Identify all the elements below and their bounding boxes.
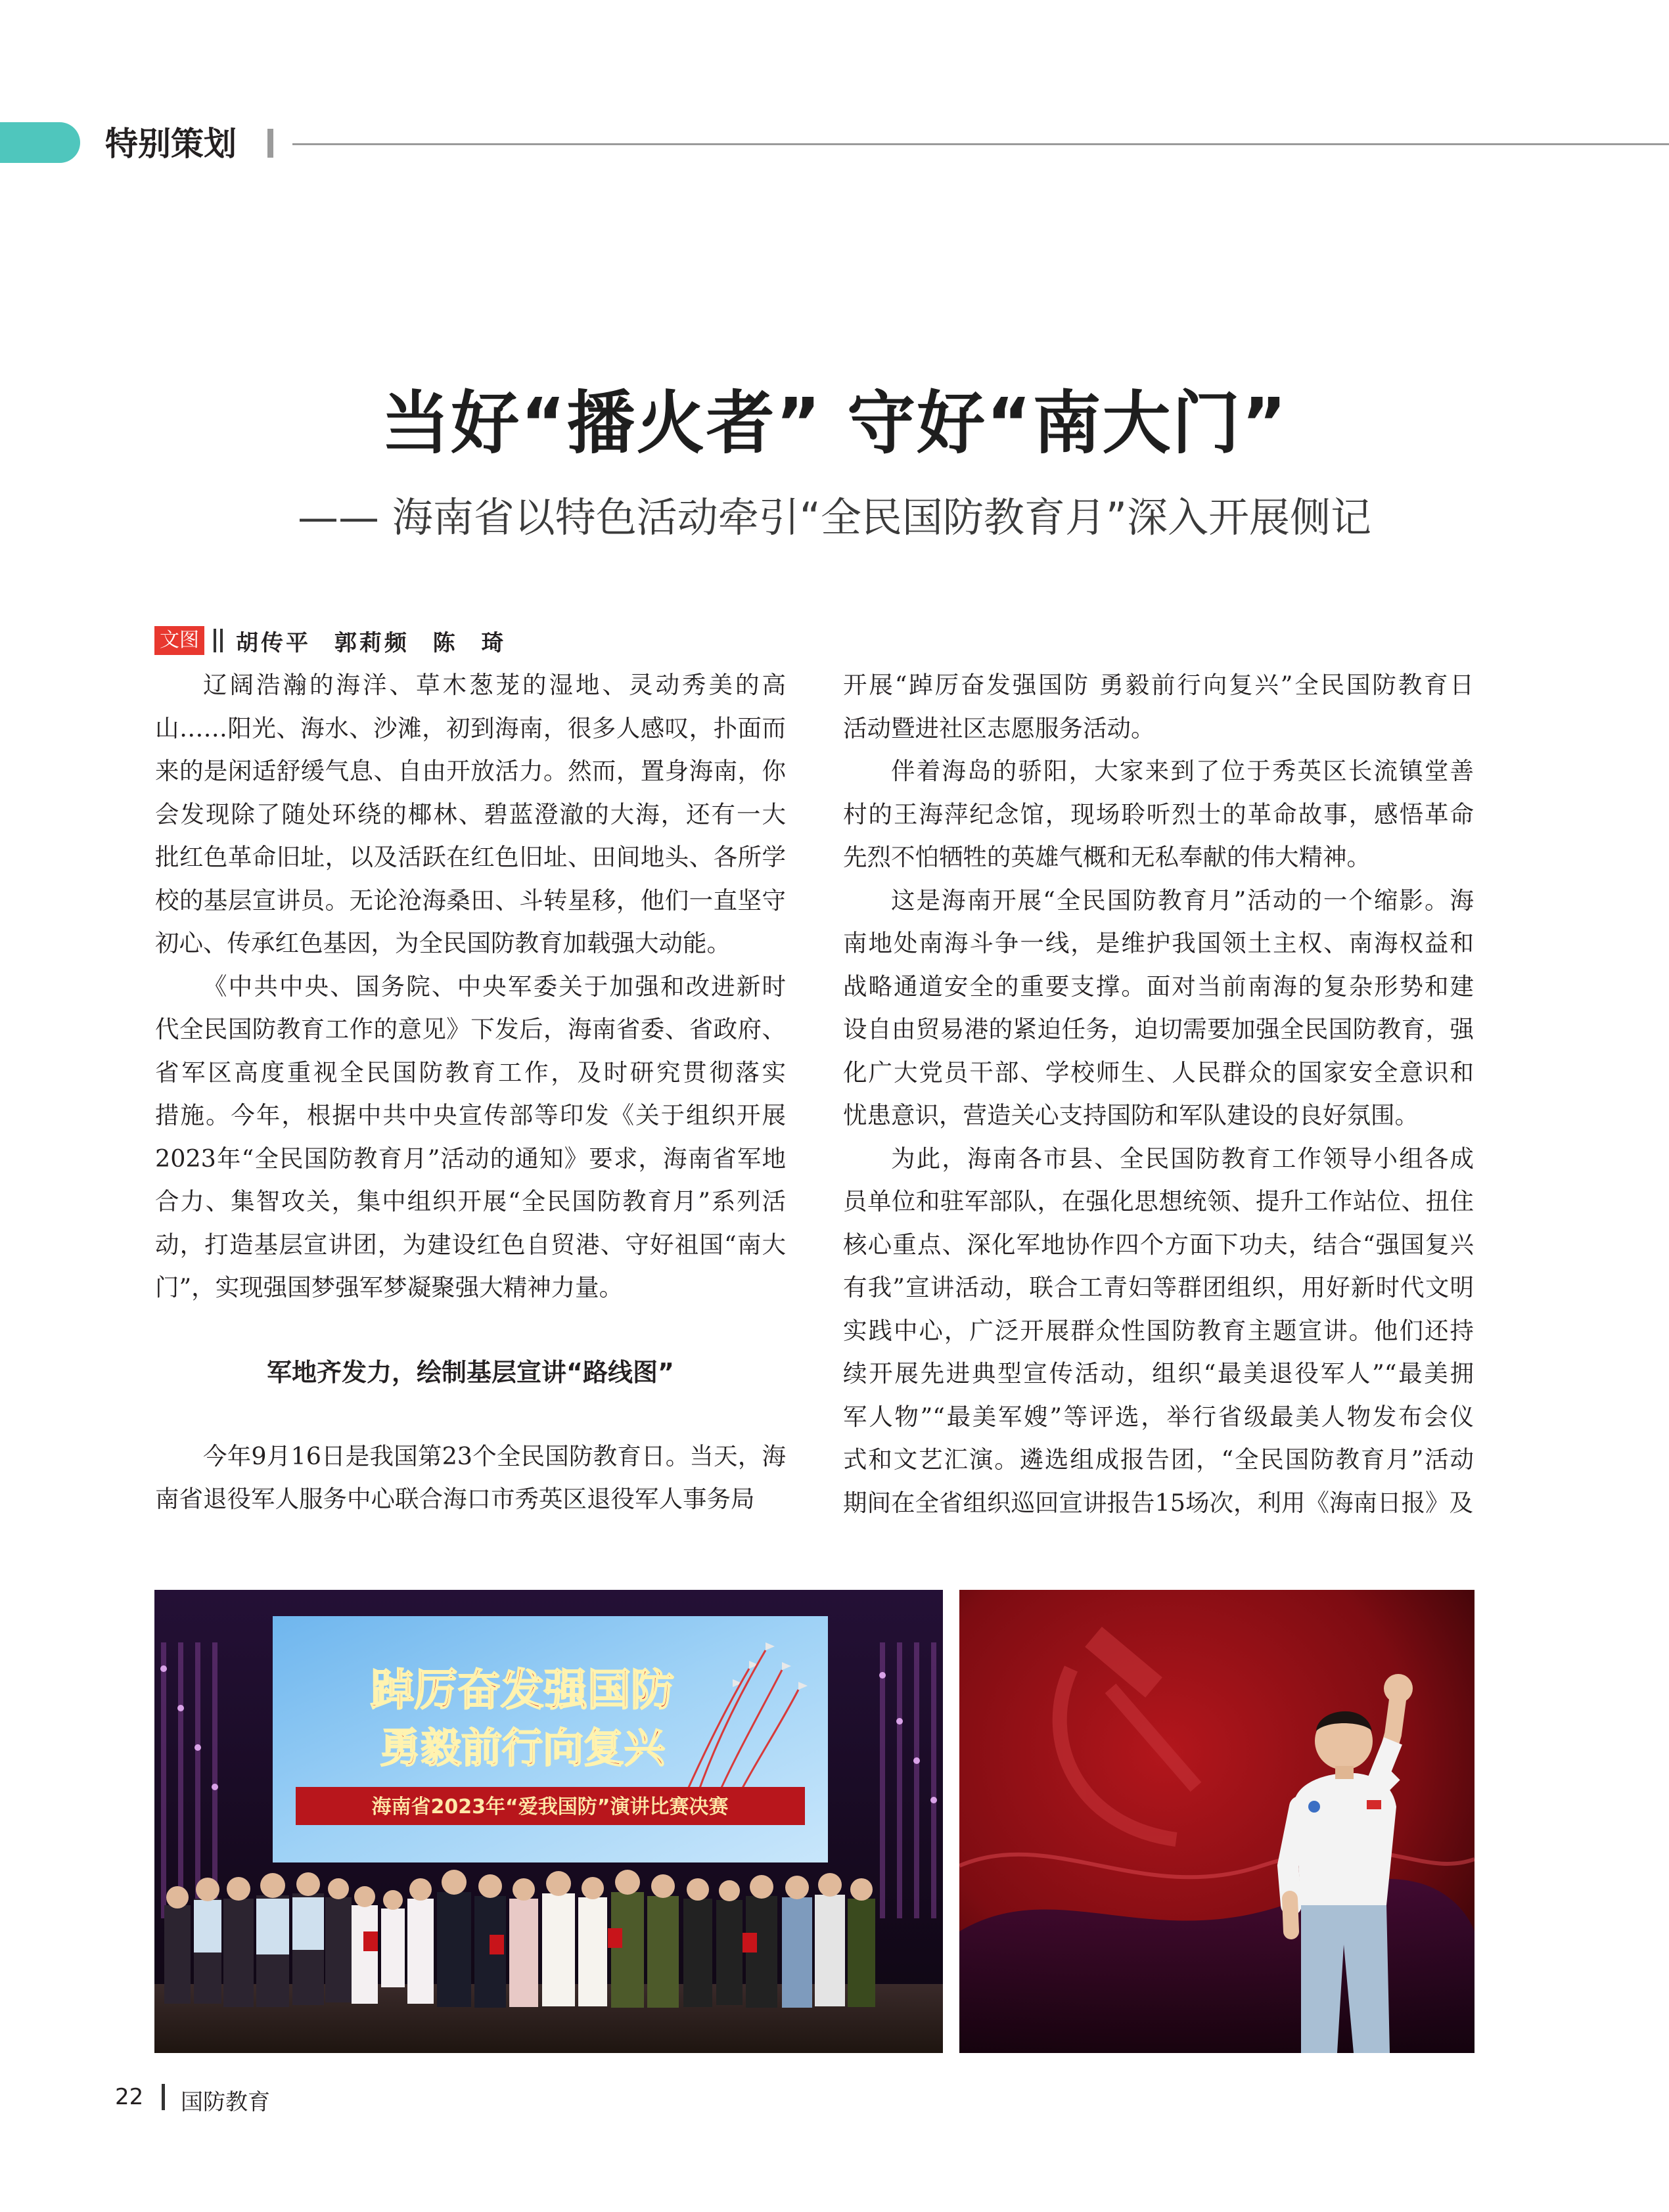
footer-divider bbox=[162, 2084, 165, 2110]
byline-divider bbox=[220, 629, 223, 652]
section-label: 特别策划 bbox=[105, 125, 237, 163]
text-line: 村的王海萍纪念馆，现场聆听烈士的革命故事，感悟革命 bbox=[843, 800, 1474, 828]
text-line: 2023年“全民国防教育月”活动的通知》要求，海南省军地 bbox=[155, 1144, 786, 1173]
text-line: 措施。今年，根据中共中央宣传部等印发《关于组织开展 bbox=[155, 1101, 786, 1129]
speaker-photo bbox=[959, 1590, 1475, 2053]
text-line: 核心重点、深化军地协作四个方面下功夫，结合“强国复兴 bbox=[843, 1230, 1474, 1259]
text-line: 员单位和驻军部队，在强化思想统领、提升工作站位、扭住 bbox=[843, 1187, 1474, 1215]
text-line: 式和文艺汇演。遴选组成报告团，“全民国防教育月”活动 bbox=[843, 1445, 1474, 1474]
paragraph bbox=[843, 750, 1474, 879]
text-line: 合力、集智攻关，集中组织开展“全民国防教育月”系列活 bbox=[155, 1187, 786, 1215]
text-line: 伴着海岛的骄阳，大家来到了位于秀英区长流镇堂善 bbox=[891, 757, 1474, 785]
section-divider-bar bbox=[267, 129, 273, 158]
text-line: 续开展先进典型宣传活动，组织“最美退役军人”“最美拥 bbox=[843, 1359, 1474, 1388]
text-line: 活动暨进社区志愿服务活动。 bbox=[843, 713, 1155, 742]
paragraph bbox=[155, 1435, 786, 1521]
text-line: 忧患意识，营造关心支持国防和军队建设的良好氛围。 bbox=[843, 1101, 1419, 1129]
article-title: 当好“播火者” 守好“南大门” bbox=[381, 383, 1288, 463]
right-column bbox=[843, 664, 1474, 1524]
text-line: 《中共中央、国务院、中央军委关于加强和改进新时 bbox=[203, 972, 786, 1001]
text-line: 动，打造基层宣讲团，为建设红色自贸港、守好祖国“南大 bbox=[155, 1230, 786, 1259]
paragraph bbox=[155, 664, 786, 965]
text-line: 设自由贸易港的紧迫任务，迫切需要加强全民国防教育，强 bbox=[843, 1015, 1474, 1043]
people-row bbox=[164, 1870, 875, 2008]
section-tab-pill bbox=[0, 122, 80, 163]
paragraph bbox=[843, 879, 1474, 1137]
page-number: 22 bbox=[115, 2084, 144, 2110]
text-line: 今年9月16日是我国第23个全民国防教育日。当天，海 bbox=[203, 1441, 786, 1470]
paragraph bbox=[843, 1137, 1474, 1525]
byline-authors: 胡传平 郭莉频 陈 琦 bbox=[236, 629, 507, 656]
text-line: 会发现除了随处环绕的椰林、碧蓝澄澈的大海，还有一大 bbox=[155, 800, 786, 828]
text-line: 为此，海南各市县、全民国防教育工作领导小组各成 bbox=[891, 1144, 1474, 1173]
group-photo bbox=[154, 1590, 943, 2053]
text-line: 批红色革命旧址，以及活跃在红色旧址、田间地头、各所学 bbox=[155, 843, 786, 871]
text-line: 有我”宣讲活动，联合工青妇等群团组织，用好新时代文明 bbox=[843, 1273, 1474, 1301]
text-line: 实践中心，广泛开展群众性国防教育主题宣讲。他们还持 bbox=[843, 1316, 1474, 1345]
text-line: 代全民国防教育工作的意见》下发后，海南省委、省政府、 bbox=[155, 1015, 786, 1043]
screen-banner-text: 海南省2023年“爱我国防”演讲比赛决赛 bbox=[371, 1795, 729, 1818]
byline bbox=[154, 625, 507, 656]
text-line: 门”，实现强国梦强军梦凝聚强大精神力量。 bbox=[155, 1273, 624, 1301]
text-line: 先烈不怕牺牲的英雄气概和无私奉献的伟大精神。 bbox=[843, 843, 1371, 871]
byline-tag: 文图 bbox=[154, 626, 204, 655]
text-line: 军人物”“最美军嫂”等评选，举行省级最美人物发布会仪 bbox=[843, 1402, 1474, 1431]
text-line: 省军区高度重视全民国防教育工作，及时研究贯彻落实 bbox=[155, 1058, 786, 1087]
text-line: 期间在全省组织巡回宣讲报告15场次，利用《海南日报》及 bbox=[843, 1488, 1473, 1517]
left-column bbox=[155, 664, 786, 1521]
text-line: 来的是闲适舒缓气息、自由开放活力。然而，置身海南，你 bbox=[155, 757, 786, 785]
screen-slogan-line1: 踔厉奋发强国防 bbox=[371, 1665, 674, 1715]
journal-name: 国防教育 bbox=[181, 2089, 270, 2115]
text-line: 山……阳光、海水、沙滩，初到海南，很多人感叹，扑面而 bbox=[155, 713, 786, 742]
paragraph bbox=[843, 664, 1474, 750]
text-line: 初心、传承红色基因，为全民国防教育加载强大动能。 bbox=[155, 929, 731, 957]
screen-slogan-line2: 勇毅前行向复兴 bbox=[379, 1724, 666, 1772]
text-line: 开展“踔厉奋发强国防 勇毅前行向复兴”全民国防教育日 bbox=[843, 671, 1474, 699]
text-line: 辽阔浩瀚的海洋、草木葱茏的湿地、灵动秀美的高 bbox=[203, 671, 786, 699]
text-line: 战略通道安全的重要支撑。面对当前南海的复杂形势和建 bbox=[843, 972, 1474, 1001]
speaker-photo-image bbox=[959, 1590, 1475, 2053]
group-photo-image bbox=[154, 1590, 943, 2053]
text-line: 南省退役军人服务中心联合海口市秀英区退役军人事务局 bbox=[155, 1485, 755, 1513]
text-line: 这是海南开展“全民国防教育月”活动的一个缩影。海 bbox=[891, 886, 1474, 914]
article-subtitle: —— 海南省以特色活动牵引“全民国防教育月”深入开展侧记 bbox=[298, 493, 1371, 541]
text-line: 化广大党员干部、学校师生、人民群众的国家安全意识和 bbox=[843, 1058, 1474, 1087]
text-line: 南地处南海斗争一线，是维护我国领土主权、南海权益和 bbox=[843, 929, 1474, 957]
paragraph bbox=[155, 965, 786, 1309]
byline-divider bbox=[214, 629, 216, 652]
header-rule bbox=[292, 143, 1669, 145]
text-line: 校的基层宣讲员。无论沧海桑田、斗转星移，他们一直坚守 bbox=[155, 886, 786, 914]
section-heading: 军地齐发力，绘制基层宣讲“路线图” bbox=[267, 1357, 674, 1387]
